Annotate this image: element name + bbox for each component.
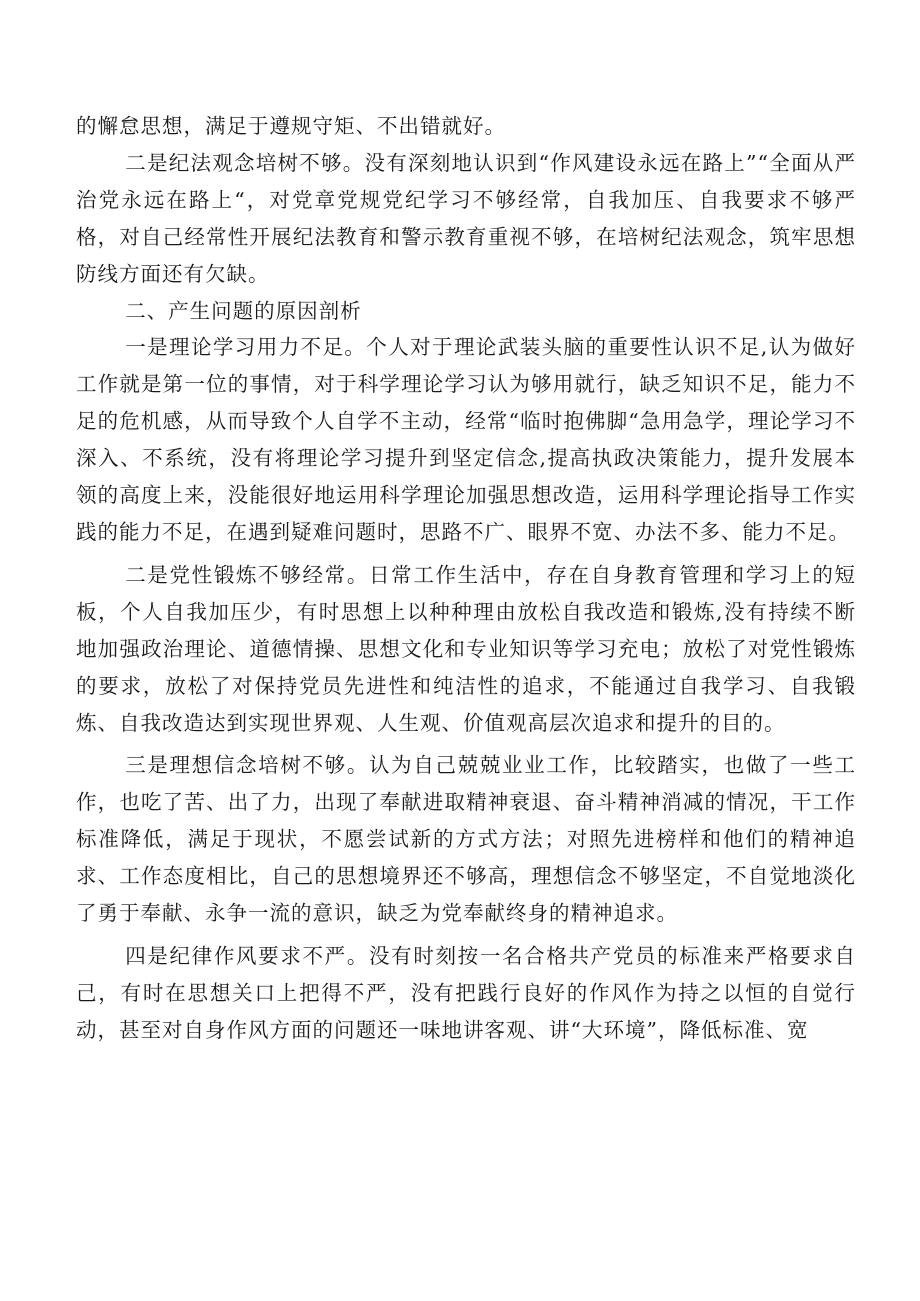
paragraph-party-training: 二是党性锻炼不够经常。日常工作生活中，存在自身教育管理和学习上的短板，个人自我加压少，有时思想上以种种理由放松自我改造和锻炼,没有持续不断地加强政治理论、道德情操、思想文化和专业知识等学习充电；放松了对党性锻炼的要求，放松了对保持党员先进性和纯洁性的追求，不能通过自我学习、自我锻炼、自我改造达到实现世界观、人生观、价值观高层次追求和提升的目的。 [76, 562, 856, 735]
paragraph-discipline-concept: 二是纪法观念培树不够。没有深刻地认识到“作风建设永远在路上”“全面从严治党永远在路上“，对党章党规党纪学习不够经常，自我加压、自我要求不够严格，对自己经常性开展纪法教育和警示教育重视不够，在培树纪法观念，筑牢思想防线方面还有欠缺。 [76, 150, 856, 286]
paragraph-theory-study: 一是理论学习用力不足。个人对于理论武装头脑的重要性认识不足,认为做好工作就是第一位的事情，对于科学理论学习认为够用就行，缺乏知识不足，能力不足的危机感，从而导致个人自学不主动，经常“临时抱佛脚“急用急学，理论学习不深入、不系统，没有将理论学习提升到坚定信念,提高执政决策能力，提升发展本领的高度上来，没能很好地运用科学理论加强思想改造，运用科学理论指导工作实践的能力不足，在遇到疑难问题时，思路不广、眼界不宽、办法不多、能力不足。 [76, 335, 856, 544]
document-body [76, 108, 856, 1049]
paragraph-ideals-beliefs: 三是理想信念培树不够。认为自己兢兢业业工作，比较踏实，也做了一些工作，也吃了苦、出了力，出现了奉献进取精神衰退、奋斗精神消减的情况，干工作标准降低，满足于现状，不愿尝试新的方式方法；对照先进榜样和他们的精神追求、工作态度相比，自己的思想境界还不够高，理想信念不够坚定，不自觉地淡化了勇于奉献、永争一流的意识，缺乏为党奉献终身的精神追求。 [76, 753, 856, 926]
paragraph-continuation: 的懈怠思想，满足于遵规守矩、不出错就好。 [76, 114, 506, 138]
paragraph-discipline-style: 四是纪律作风要求不严。没有时刻按一名合格共产党员的标准来严格要求自己，有时在思想关口上把得不严，没有把践行良好的作风作为持之以恒的自觉行动，甚至对自身作风方面的问题还一味地讲客观、讲“大环境”，降低标准、宽 [76, 943, 856, 1042]
section-heading-causes: 二、产生问题的原因剖析 [125, 298, 362, 323]
